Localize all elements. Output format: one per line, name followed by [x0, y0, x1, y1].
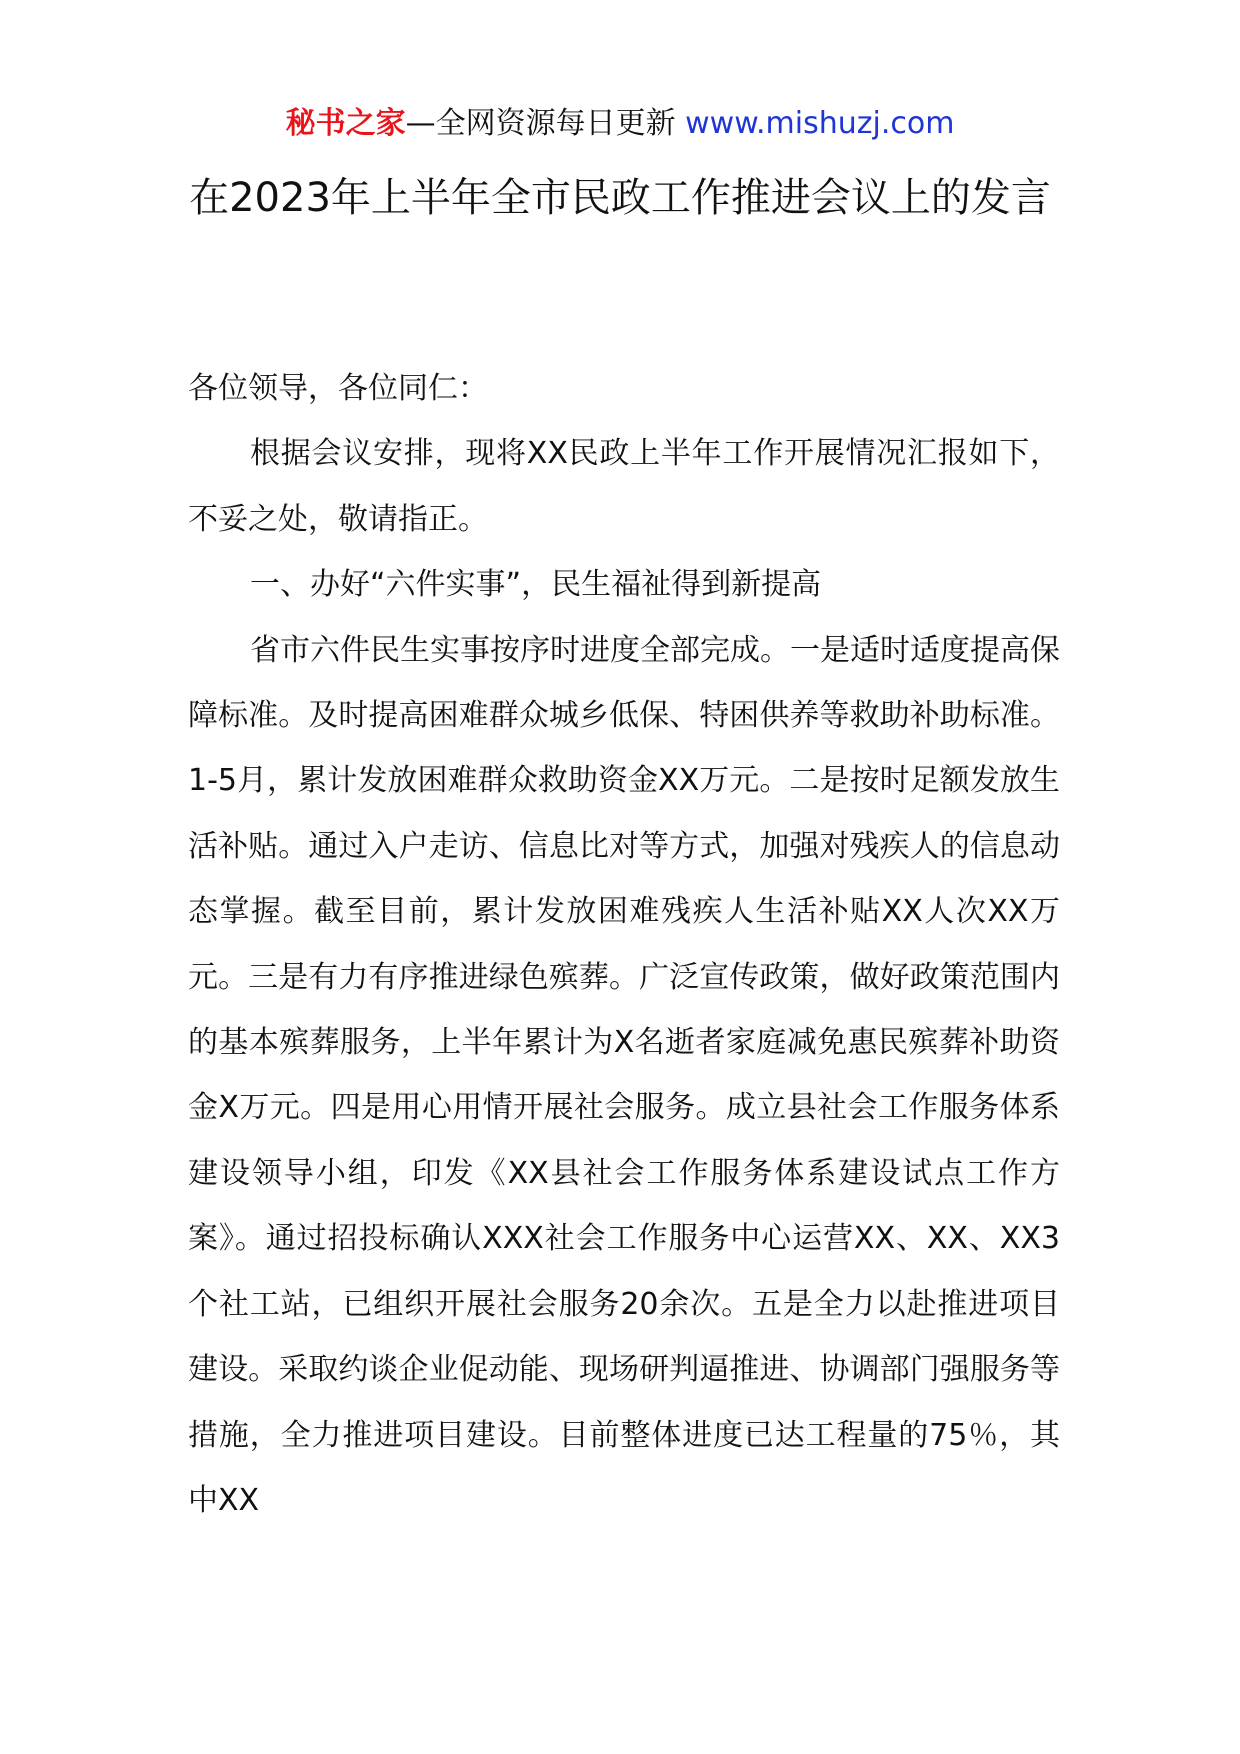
site-url-link[interactable]: www.mishuzj.com: [685, 106, 955, 141]
intro-paragraph: 根据会议安排，现将XX民政上半年工作开展情况汇报如下，不妥之处，敬请指正。: [188, 436, 1060, 537]
section-1-heading: 一、办好“六件实事”，民生福祉得到新提高: [250, 567, 822, 603]
site-name: 秘书之家: [285, 106, 406, 141]
document-body: [188, 356, 1060, 1533]
site-header: [0, 104, 1240, 144]
site-tagline: —全网资源每日更新: [405, 106, 686, 141]
section-1-paragraph: 省市六件民生实事按序时进度全部完成。一是适时适度提高保障标准。及时提高困难群众城乡低保、特困供养等救助补助标准。1-5月，累计发放困难群众救助资金XX万元。二是按时足额发放生活补贴。通过入户走访、信息比对等方式，加强对残疾人的信息动态掌握。截至目前，累计发放困难残疾人生活补贴XX人次XX万元。三是有力有序推进绿色殡葬。广泛宣传政策，做好政策范围内的基本殡葬服务，上半年累计为X名逝者家庭减免惠民殡葬补助资金X万元。四是用心用情开展社会服务。成立县社会工作服务体系建设领导小组，印发《XX县社会工作服务体系建设试点工作方案》。通过招投标确认XXX社会工作服务中心运营XX、XX、XX3个社工站，已组织开展社会服务20余次。五是全力以赴推进项目建设。采取约谈企业促动能、现场研判逼推进、协调部门强服务等措施，全力推进项目建设。目前整体进度已达工程量的75％，其中XX: [188, 632, 1060, 1518]
document-title: 在2023年上半年全市民政工作推进会议上的发言: [189, 175, 1051, 221]
salutation: 各位领导，各位同仁：: [188, 371, 488, 406]
